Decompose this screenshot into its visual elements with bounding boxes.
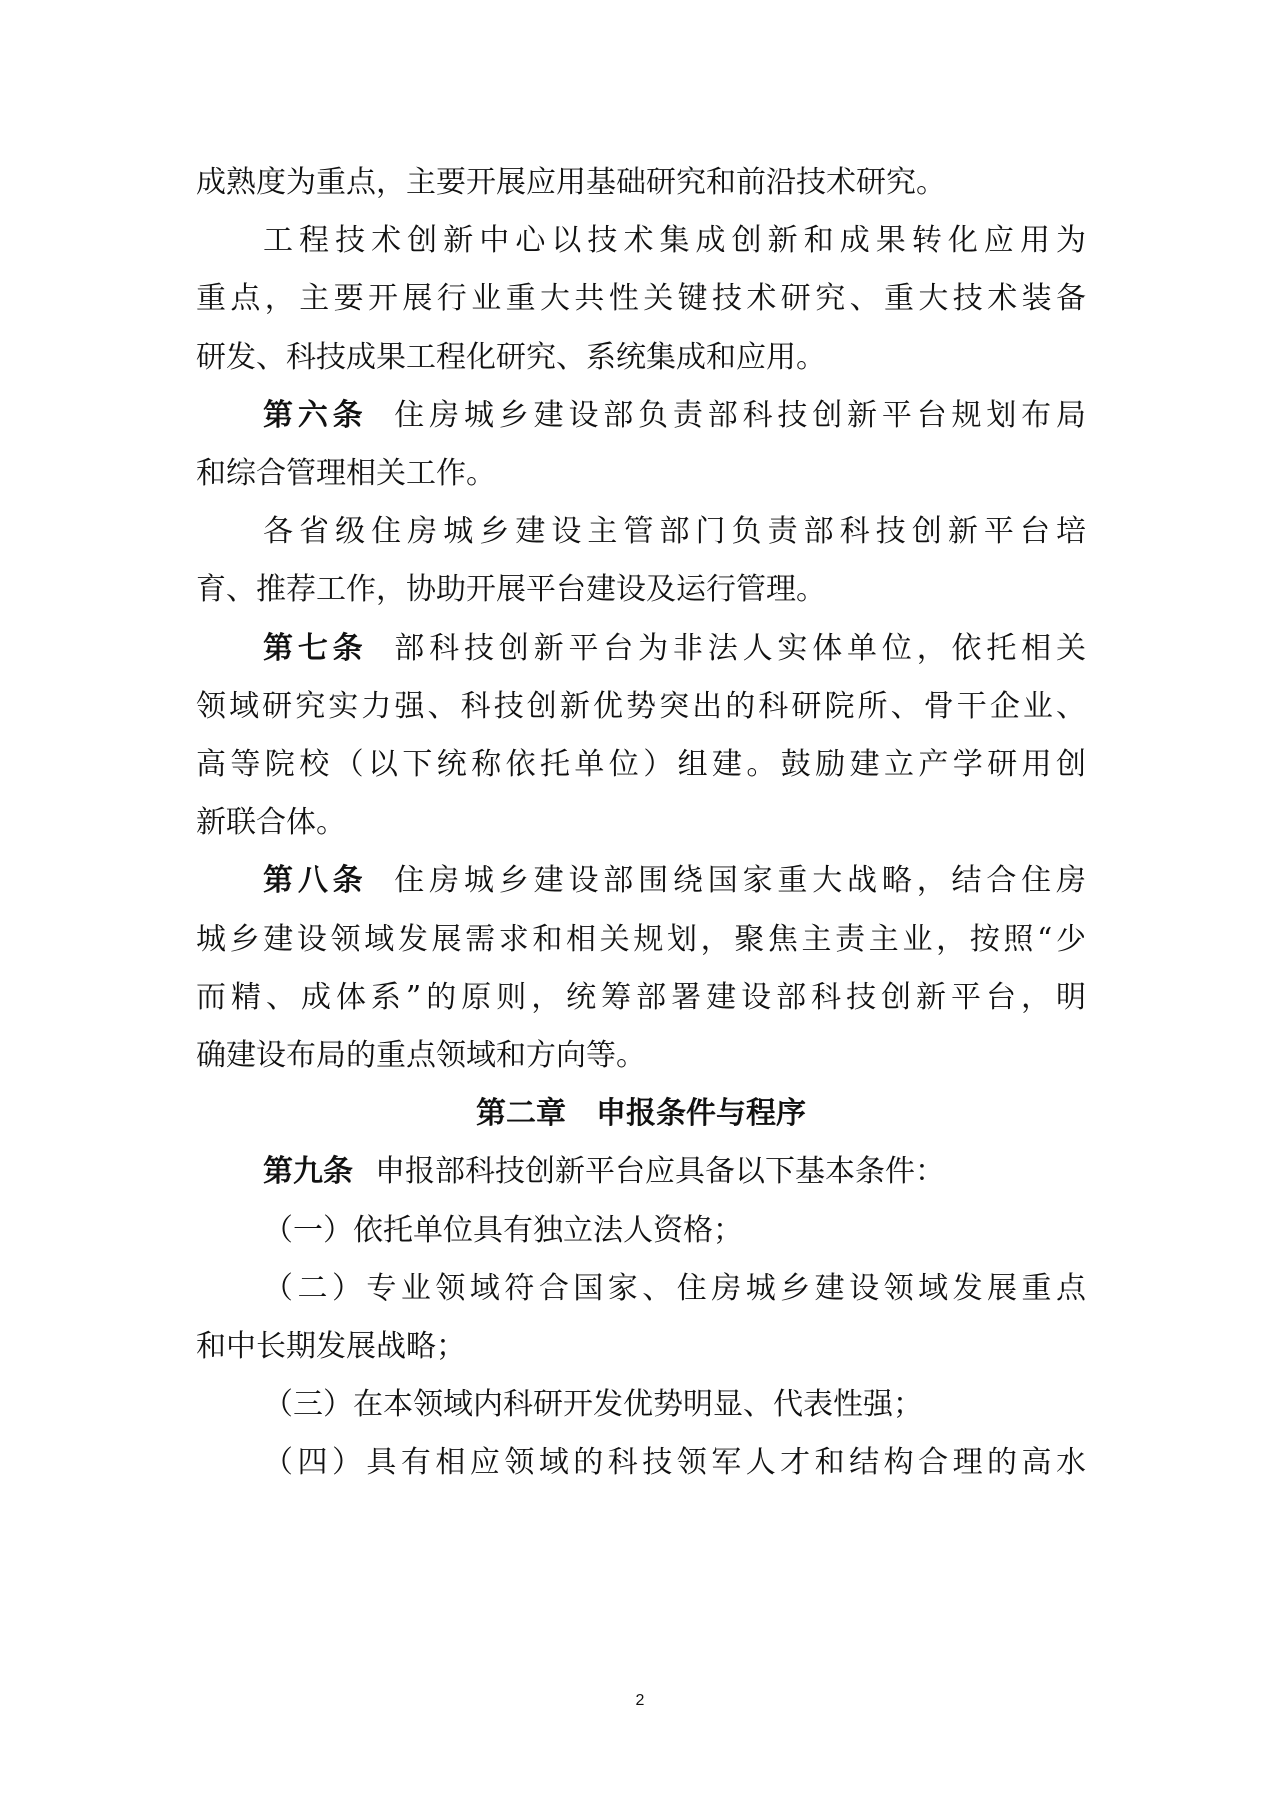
line-text: 确建设布局的重点领域和方向等。 [196, 1038, 646, 1073]
article-line [263, 1147, 1086, 1197]
paragraph-line [196, 1322, 1086, 1372]
line-text: （三）在本领域内科研开发优势明显、代表性强； [263, 1387, 923, 1422]
line-text: 和综合管理相关工作。 [196, 456, 496, 491]
paragraph-line [196, 915, 1086, 965]
paragraph-line [263, 1264, 1086, 1314]
line-text: 研发、科技成果工程化研究、系统集成和应用。 [196, 340, 826, 375]
line-text: 住房城乡建设部负责部科技创新平台规划布局 [389, 398, 1087, 433]
line-text: 城乡建设领域发展需求和相关规划，聚焦主责主业，按照“少 [196, 922, 1086, 957]
paragraph-line [196, 1031, 1086, 1081]
paragraph-line [263, 1206, 1086, 1256]
line-text: （一）依托单位具有独立法人资格； [263, 1213, 743, 1248]
line-text: 成熟度为重点，主要开展应用基础研究和前沿技术研究。 [196, 165, 946, 200]
paragraph-line [196, 565, 1086, 615]
paragraph-line [196, 333, 1086, 383]
article-line [263, 624, 1086, 674]
paragraph-line [196, 682, 1086, 732]
line-text: 重点，主要开展行业重大共性关键技术研究、重大技术装备 [196, 281, 1086, 316]
article-line [263, 856, 1086, 906]
line-text: 和中长期发展战略； [196, 1329, 466, 1364]
line-text: 申报部科技创新平台应具备以下基本条件： [375, 1154, 945, 1189]
line-text: （二）专业领域符合国家、住房城乡建设领域发展重点 [263, 1271, 1086, 1306]
line-text: 新联合体。 [196, 805, 346, 840]
article-number: 第七条 [263, 631, 368, 666]
line-text: （四）具有相应领域的科技领军人才和结构合理的高水 [263, 1445, 1086, 1480]
paragraph-line [196, 798, 1086, 848]
line-text: 住房城乡建设部围绕国家重大战略，结合住房 [389, 863, 1087, 898]
paragraph-line [196, 973, 1086, 1023]
line-text: 领域研究实力强、科技创新优势突出的科研院所、骨干企业、 [196, 689, 1086, 724]
line-text: 各省级住房城乡建设主管部门负责部科技创新平台培 [263, 514, 1086, 549]
line-text: 而精、成体系”的原则，统筹部署建设部科技创新平台，明 [196, 980, 1086, 1015]
paragraph-line [196, 740, 1086, 790]
paragraph-line [196, 274, 1086, 324]
paragraph-line [263, 216, 1086, 266]
paragraph-line [263, 1438, 1086, 1488]
chapter-heading: 第二章 申报条件与程序 [476, 1096, 806, 1131]
article-number: 第九条 [263, 1154, 353, 1189]
line-text: 高等院校（以下统称依托单位）组建。鼓励建立产学研用创 [196, 747, 1086, 782]
paragraph-line [263, 1380, 1086, 1430]
paragraph-line [196, 158, 1086, 208]
paragraph-line [263, 507, 1086, 557]
page-number: 2 [635, 1692, 645, 1709]
paragraph-line [196, 449, 1086, 499]
article-number: 第六条 [263, 398, 368, 433]
line-text: 部科技创新平台为非法人实体单位，依托相关 [389, 631, 1087, 666]
line-text: 育、推荐工作，协助开展平台建设及运行管理。 [196, 572, 826, 607]
line-text: 工程技术创新中心以技术集成创新和成果转化应用为 [263, 223, 1086, 258]
article-number: 第八条 [263, 863, 368, 898]
article-line [263, 391, 1086, 441]
